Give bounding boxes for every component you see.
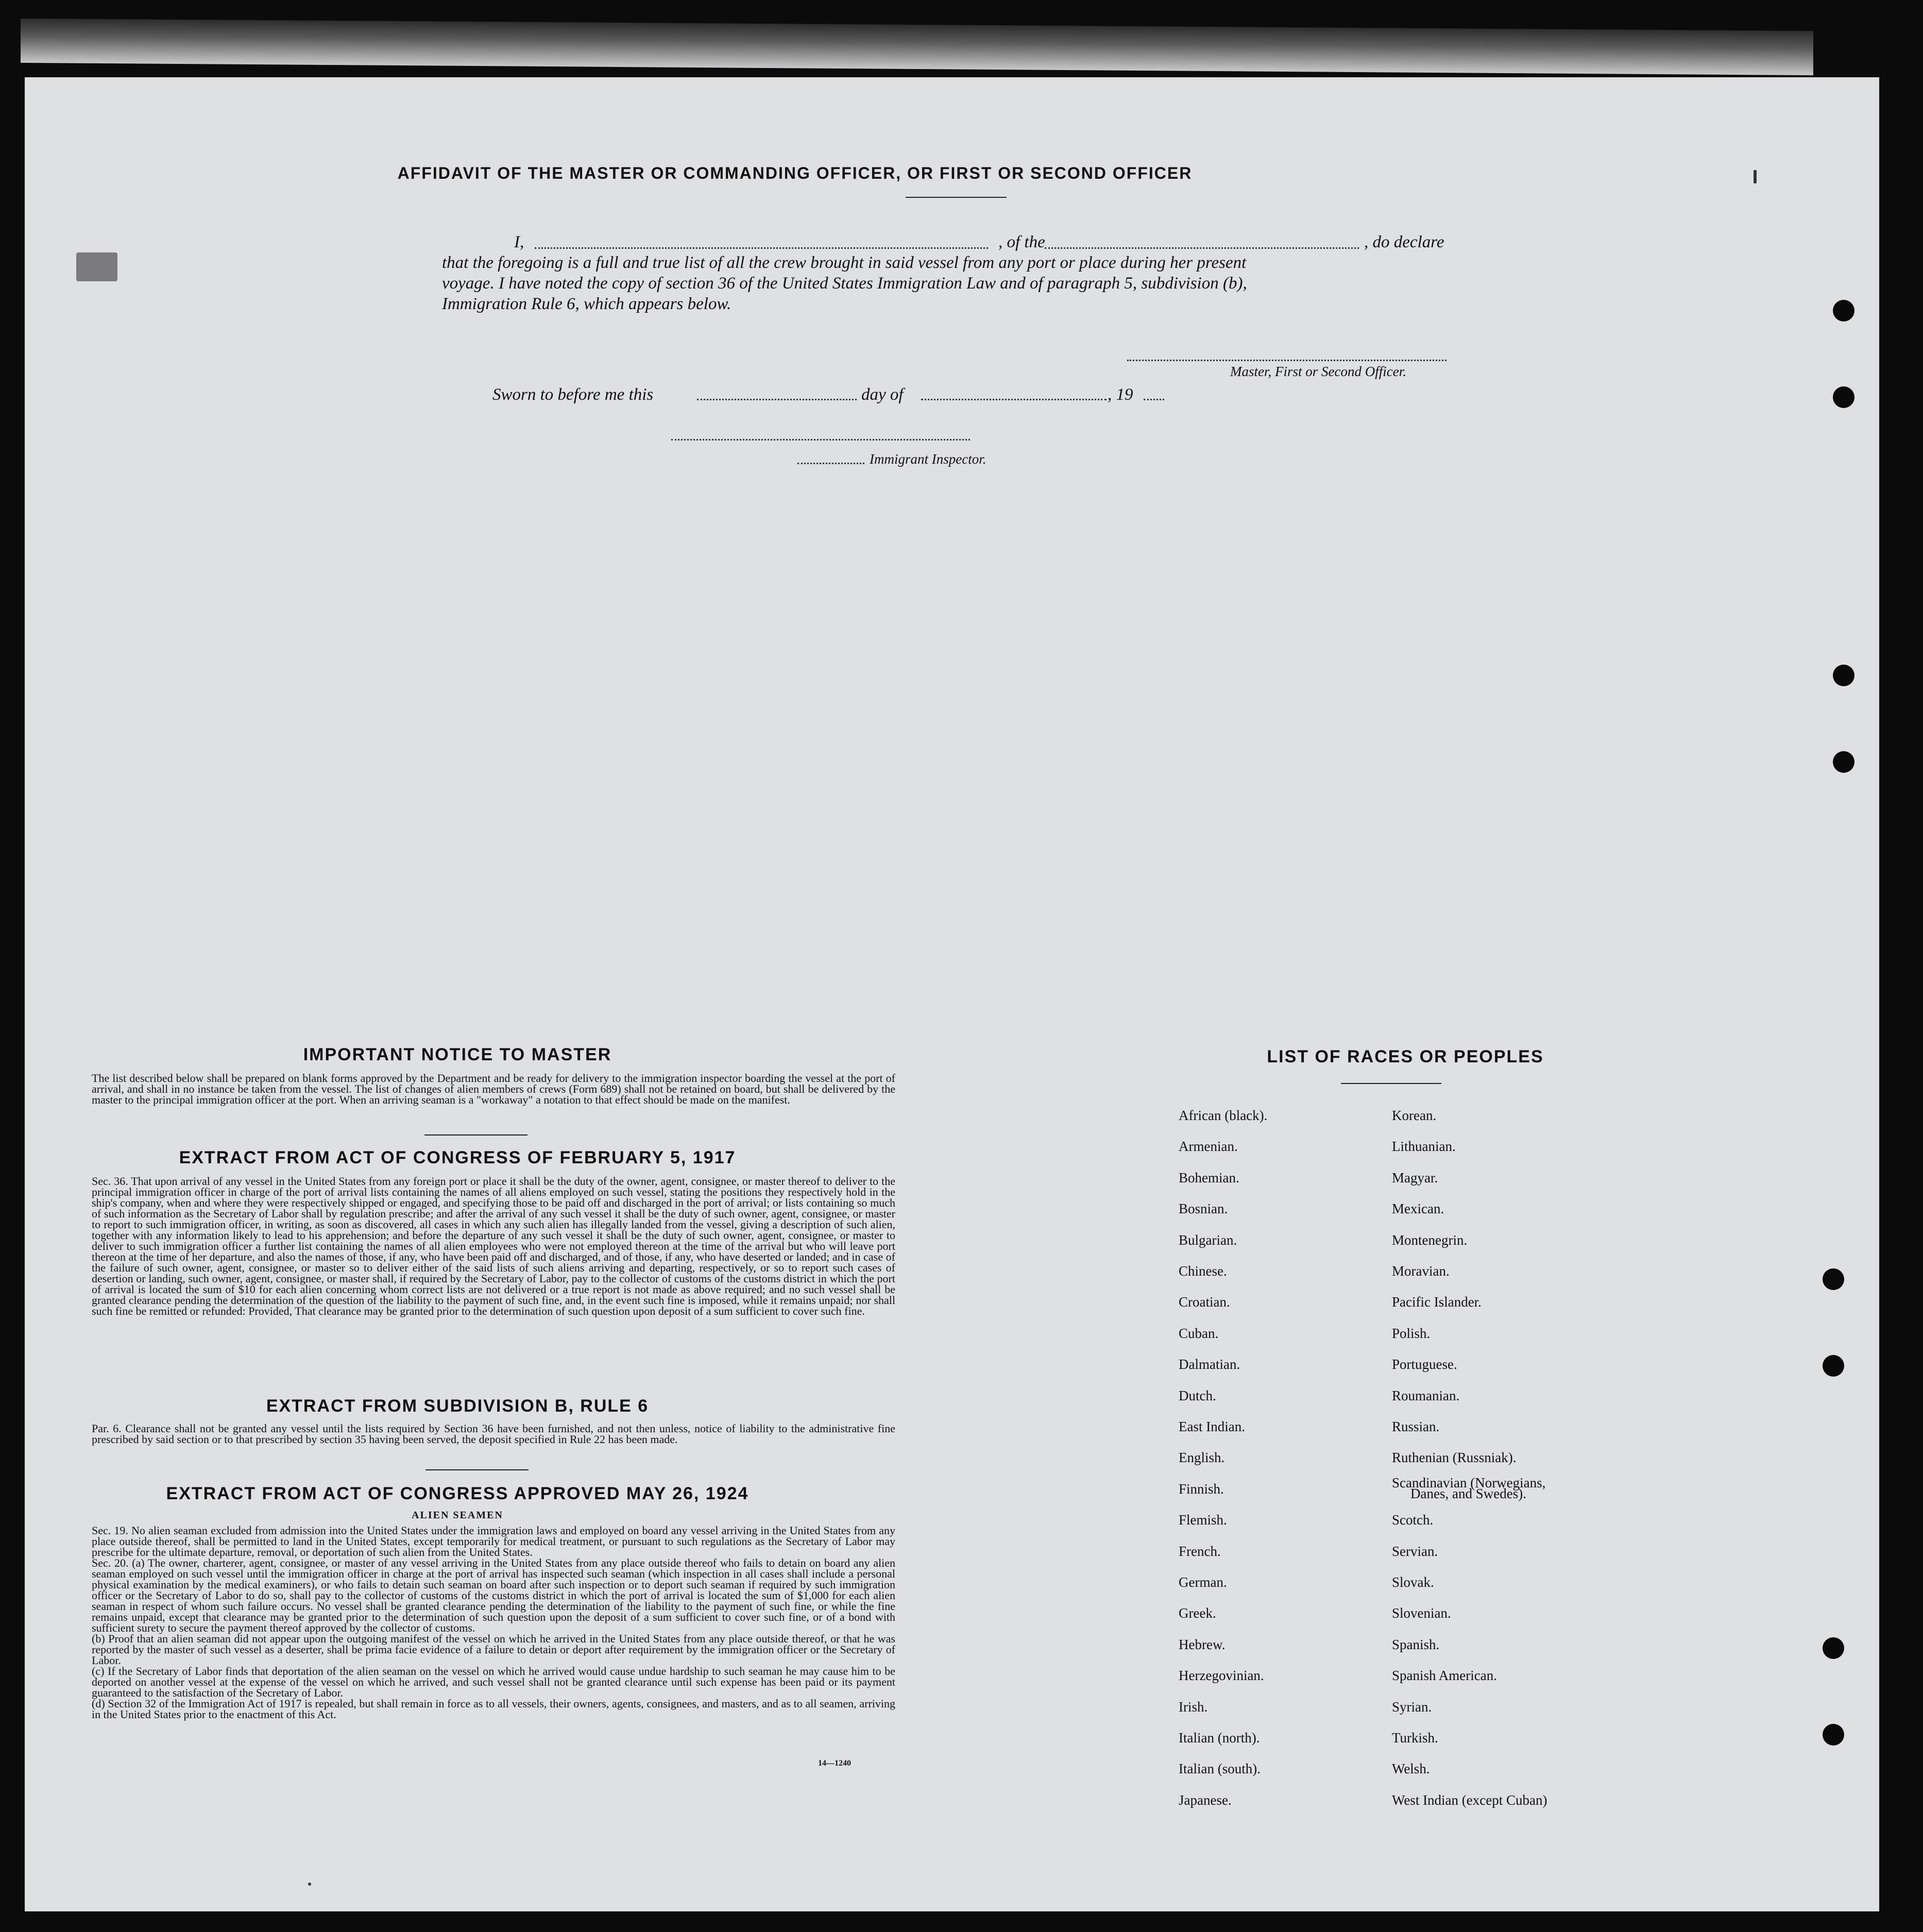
divider-1 bbox=[424, 1134, 527, 1136]
declaration-line-2: that the foregoing is a full and true list of all the crew brought in said vessel from any port or place during her present bbox=[442, 253, 1247, 272]
race-right-item: Portuguese. bbox=[1392, 1357, 1457, 1372]
divider-2 bbox=[426, 1469, 529, 1470]
punch-hole bbox=[1823, 1637, 1844, 1659]
race-left-item: French. bbox=[1179, 1543, 1221, 1559]
race-left-item: Dalmatian. bbox=[1179, 1357, 1240, 1372]
race-left-item: Bosnian. bbox=[1179, 1201, 1228, 1217]
race-left-item: Croatian. bbox=[1179, 1294, 1230, 1310]
declaration-text bbox=[442, 232, 1498, 314]
notice-title: IMPORTANT NOTICE TO MASTER bbox=[303, 1045, 612, 1064]
notice-text: The list described below shall be prepared on blank forms approved by the Department and be ready for delivery to the immigration inspector boarding the vessel at the port of arrival, and shall in no instance be taken from the vessel. The list of changes of alien members of crews (Form 689) shall not be retained on board, but shall be delivered by the master to the principal immigration officer at the port. When an arriving seaman is a "workaway" a notation to that effect should be made on the manifest. bbox=[92, 1072, 895, 1106]
race-right-item: Korean. bbox=[1392, 1108, 1437, 1123]
punch-hole bbox=[1833, 665, 1854, 686]
race-left-item: Cuban. bbox=[1179, 1325, 1219, 1341]
race-right-item: Ruthenian (Russniak). bbox=[1392, 1450, 1517, 1466]
day-of-label: day of bbox=[861, 385, 904, 404]
declaration-line-4: Immigration Rule 6, which appears below. bbox=[442, 295, 731, 313]
race-right-item: Roumanian. bbox=[1392, 1387, 1460, 1403]
inspector-label: Immigrant Inspector. bbox=[870, 451, 986, 467]
race-left-item: Japanese. bbox=[1179, 1792, 1232, 1808]
race-right-item: West Indian (except Cuban) bbox=[1392, 1792, 1547, 1808]
race-right-item: Montenegrin. bbox=[1392, 1232, 1468, 1248]
race-left-item: Italian (south). bbox=[1179, 1761, 1261, 1777]
race-left-item: Flemish. bbox=[1179, 1512, 1227, 1528]
race-right-item: Lithuanian. bbox=[1392, 1139, 1456, 1155]
extract-1924-title: EXTRACT FROM ACT OF CONGRESS APPROVED MAY 26, 1924 bbox=[166, 1484, 749, 1503]
race-left-item: Greek. bbox=[1179, 1605, 1216, 1621]
race-right-item: Servian. bbox=[1392, 1543, 1438, 1559]
subdiv-b-body bbox=[92, 1423, 895, 1445]
race-right-item: Scotch. bbox=[1392, 1512, 1434, 1528]
title-underline bbox=[906, 197, 1007, 198]
name-field-line[interactable] bbox=[535, 247, 988, 249]
form-number: 14—1240 bbox=[818, 1759, 851, 1768]
scanner-top-edge bbox=[21, 19, 1813, 75]
declaration-i: I, bbox=[514, 233, 524, 251]
punch-hole bbox=[1833, 300, 1854, 321]
sec-20d-text: (d) Section 32 of the Immigration Act of 1917 is repealed, but shall remain in force as to all vessels, their owners, agents, consignees, and masters, and as to all seamen, arriving in the United States prior to the enactment of this Act. bbox=[92, 1697, 895, 1721]
race-left-item: Chinese. bbox=[1179, 1263, 1227, 1279]
sworn-day-field-line[interactable] bbox=[697, 399, 857, 400]
declaration-of-the: , of the bbox=[998, 233, 1045, 251]
sec-20b-text: (b) Proof that an alien seaman did not appear upon the outgoing manifest of the vessel on which he arrived in the United States from any place outside thereof, or that he was reported by the master of such vessel as a deserter, shall be prima facie evidence of a failure to detain or deport after requirement by the immigration officer or the Secretary of Labor. bbox=[92, 1632, 895, 1667]
race-right-item: Welsh. bbox=[1392, 1761, 1430, 1777]
declaration-line-3: voyage. I have noted the copy of section 36 of the United States Immigration Law and of paragraph 5, subdivision (b), bbox=[442, 274, 1247, 293]
race-right-item: Magyar. bbox=[1392, 1170, 1438, 1185]
inspector-signature-line[interactable] bbox=[671, 439, 970, 440]
race-left-item: Finnish. bbox=[1179, 1481, 1224, 1497]
race-left-item: Herzegovinian. bbox=[1179, 1668, 1264, 1684]
sec-19-text: Sec. 19. No alien seaman excluded from admission into the United States under the immigration laws and employed on board any vessel arriving in the United States from any place outside thereof, shall be permitted to land in the United States, except temporarily for medical treatment, or pursuant to such regulations as the Secretary of Labor may prescribe for the ultimate departure, removal, or deportation of such alien from the United States. bbox=[92, 1524, 895, 1558]
punch-hole bbox=[1823, 1355, 1844, 1377]
race-left-item: Bulgarian. bbox=[1179, 1232, 1237, 1248]
sworn-label: Sworn to before me this bbox=[492, 385, 654, 404]
extract-1917-body bbox=[92, 1176, 895, 1316]
punch-hole bbox=[1833, 386, 1854, 408]
race-right-item: Scandinavian (Norwegians, bbox=[1392, 1475, 1546, 1490]
race-right-item: Pacific Islander. bbox=[1392, 1294, 1482, 1310]
race-left-item: Italian (north). bbox=[1179, 1730, 1260, 1745]
punch-hole bbox=[1833, 751, 1854, 773]
race-left-item: Bohemian. bbox=[1179, 1170, 1239, 1185]
race-scandinavian-continued: Danes, and Swedes). bbox=[1410, 1486, 1526, 1501]
notice-body bbox=[92, 1073, 895, 1105]
scan-smudge bbox=[76, 252, 117, 281]
sworn-month-field-line[interactable] bbox=[921, 399, 1107, 400]
extract-1924-body bbox=[92, 1525, 895, 1720]
race-left-item: Hebrew. bbox=[1179, 1636, 1226, 1652]
inspector-lead-line bbox=[797, 463, 864, 464]
vessel-field-line[interactable] bbox=[1045, 247, 1359, 249]
race-right-item: Polish. bbox=[1392, 1325, 1431, 1341]
extract-1924-subtitle: ALIEN SEAMEN bbox=[412, 1510, 503, 1521]
race-right-item: Russian. bbox=[1392, 1419, 1440, 1434]
sworn-year-field-line[interactable] bbox=[1144, 399, 1164, 400]
punch-hole bbox=[1823, 1724, 1844, 1745]
extract-1917-title: EXTRACT FROM ACT OF CONGRESS OF FEBRUARY 5, 1917 bbox=[179, 1148, 736, 1167]
master-signature-label: Master, First or Second Officer. bbox=[1230, 364, 1406, 379]
subdiv-b-title: EXTRACT FROM SUBDIVISION B, RULE 6 bbox=[266, 1396, 649, 1416]
master-signature-line[interactable] bbox=[1127, 360, 1446, 361]
race-right-item: Spanish American. bbox=[1392, 1668, 1497, 1684]
race-left-item: Irish. bbox=[1179, 1699, 1208, 1715]
race-right-item: Slovenian. bbox=[1392, 1605, 1451, 1621]
extract-1917-text: Sec. 36. That upon arrival of any vessel in the United States from any foreign port or place it shall be the duty of the owner, agent, consignee, or master thereof to deliver to the principal immigration officer in charge of the port of arrival lists containing the names of all aliens employed on such vessel, stating the positions they respectively hold in the ship's company, when and where they were respectively shipped or engaged, and specifying those to be paid off and discharged in the port of arrival; or lists containing so much of such information as the Secretary of Labor shall by regulation prescribe; and after the arrival of any such vessel it shall be the duty of such owner, agent, consignee, or master to report to such immigration officer, in writing, as soon as discovered, all cases in which any such alien has illegally landed from the vessel, giving a description of such alien, together with any information likely to lead to his apprehension; and before the departure of any such vessel it shall be the duty of such owner, agent, consignee, or master to deliver to such immigration officer a further list containing the names of all alien employees who were not employed thereon at the time of the arrival but who will leave port thereon at the time of her departure, and also the names of those, if any, who have been paid off and discharged, and of those, if any, who have deserted or landed; and in case of the failure of such owner, agent, consignee, or master so to deliver either of the said lists of such aliens arriving and departing, respectively, or so to report such cases of desertion or landing, such owner, agent, consignee, or master shall, if required by the Secretary of Labor, pay to the collector of customs of the customs district in which the port of arrival is located the sum of $10 for each alien concerning whom correct lists are not delivered or a true report is not made as above required; and no such vessel shall be granted clearance pending the determination of the question of the liability to the payment of such fine, and, in the event such fine is imposed, while it remains unpaid; nor shall such fine be remitted or refunded: Provided, That clearance may be granted prior to the determination of such question upon deposit of a sum sufficient to cover such fine. bbox=[92, 1175, 895, 1317]
race-left-item: African (black). bbox=[1179, 1108, 1268, 1123]
race-left-item: English. bbox=[1179, 1450, 1225, 1466]
scan-mark bbox=[1754, 170, 1757, 183]
race-left-item: Armenian. bbox=[1179, 1139, 1238, 1155]
race-left-item: Dutch. bbox=[1179, 1387, 1216, 1403]
year-label: , 19 bbox=[1108, 385, 1133, 404]
sec-20a-text: Sec. 20. (a) The owner, charterer, agent, consignee, or master of any vessel arriving in the United States from any place outside thereof who fails to detain on board any alien seaman employed on such vessel until the immigration officer in charge at the port of arrival has inspected such seaman (which inspection in all cases shall include a personal physical examination by the medical examiners), or who fails to detain such seaman on board after such inspection or to deport such seaman if required by such immigration officer or the Secretary of Labor to do so, shall pay to the collector of customs of the customs district in which the port of arrival is located the sum of $1,000 for each alien seaman in respect of whom such failure occurs. No vessel shall be granted clearance pending the determination of the liability to the payment of such fine, or while the fine remains unpaid, except that clearance may be granted prior to the determination of such question upon the deposit of a sum sufficient to cover such fine, or of a bond with sufficient surety to secure the payment thereof approved by the collector of customs. bbox=[92, 1556, 895, 1634]
race-right-item: Turkish. bbox=[1392, 1730, 1438, 1745]
race-left-item: German. bbox=[1179, 1574, 1227, 1590]
race-right-item: Syrian. bbox=[1392, 1699, 1432, 1715]
sec-20c-text: (c) If the Secretary of Labor finds that deportation of the alien seaman on the vessel on which he arrived would cause undue hardship to such seaman he may cause him to be deported on another vessel at the expense of the vessel on which he arrived, and such vessel shall not be granted clearance until such expense has been paid or its payment guaranteed to the satisfaction of the Secretary of Labor. bbox=[92, 1665, 895, 1699]
race-left-item: East Indian. bbox=[1179, 1419, 1245, 1434]
races-title: LIST OF RACES OR PEOPLES bbox=[1267, 1047, 1544, 1066]
race-right-item: Spanish. bbox=[1392, 1636, 1440, 1652]
race-right-item: Slovak. bbox=[1392, 1574, 1434, 1590]
declaration-do-declare: , do declare bbox=[1364, 233, 1444, 251]
scan-dot bbox=[308, 1883, 311, 1886]
race-right-item: Moravian. bbox=[1392, 1263, 1450, 1279]
subdiv-b-text: Par. 6. Clearance shall not be granted any vessel until the lists required by Section 36 have been furnished, and not then unless, notice of liability to the administrative fine prescribed by said section or to that prescribed by section 35 having been served, the deposit specified in Rule 22 has been made. bbox=[92, 1422, 895, 1446]
form-page bbox=[25, 77, 1879, 1911]
race-right-item: Mexican. bbox=[1392, 1201, 1444, 1217]
punch-hole bbox=[1823, 1268, 1844, 1290]
races-title-underline bbox=[1341, 1083, 1441, 1084]
affidavit-title: AFFIDAVIT OF THE MASTER OR COMMANDING OFFICER, OR FIRST OR SECOND OFFICER bbox=[397, 164, 1193, 182]
